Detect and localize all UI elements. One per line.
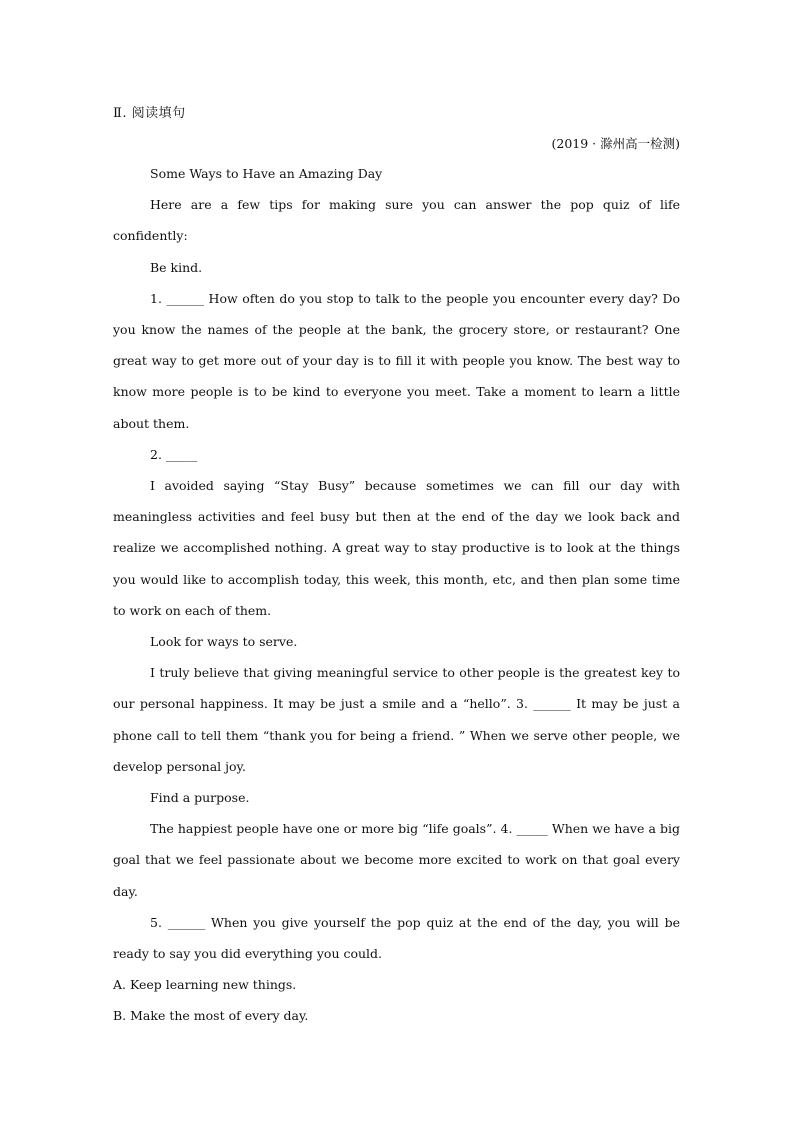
paragraph-3: I truly believe that giving meaningful service to other people is the greatest key to our personal happiness. It may be just a smile and a “hello”. 3. ______ It may be just a phone call to tell them “thank you for being a friend. ” When we serve other people, we develop personal joy. [113,665,680,774]
paragraph-5: 5. ______ When you give yourself the pop quiz at the end of the day, you will be ready to say you did everything you could. [113,914,680,962]
subheading-be-kind: Be kind. [150,259,203,275]
source-citation: (2019 · 滁州高一检测) [551,136,680,151]
option-b: B. Make the most of every day. [113,1008,309,1024]
paragraph-1: 1. ______ How often do you stop to talk to the people you encounter every day? Do you know the names of the people at the bank, the grocery store, or restaurant? One great way to get more out of your day is to fill it with people you know. The best way to know more people is to be kind to everyone you meet. Take a moment to learn a little about them. [113,290,680,431]
option-a: A. Keep learning new things. [113,977,297,993]
subheading-serve: Look for ways to serve. [150,634,298,650]
subheading-purpose: Find a purpose. [150,790,250,806]
passage-title: Some Ways to Have an Amazing Day [150,166,383,181]
paragraph-2: I avoided saying “Stay Busy” because sometimes we can fill our day with meaningless activities and feel busy but then at the end of the day we look back and realize we accomplished nothing. A great way to stay productive is to look at the things you would like to accomplish today, this week, this month, etc, and then plan some time to work on each of them. [113,478,680,618]
reading-passage [113,158,680,1032]
passage-intro: Here are a few tips for making sure you can answer the pop quiz of life confidently: [113,197,680,244]
section-heading: Ⅱ. 阅读填句 [113,106,186,121]
blank-2: 2. _____ [150,446,198,462]
paragraph-4: The happiest people have one or more big “life goals”. 4. _____ When we have a big goal that we feel passionate about we become more excited to work on that goal every day. [113,821,680,899]
